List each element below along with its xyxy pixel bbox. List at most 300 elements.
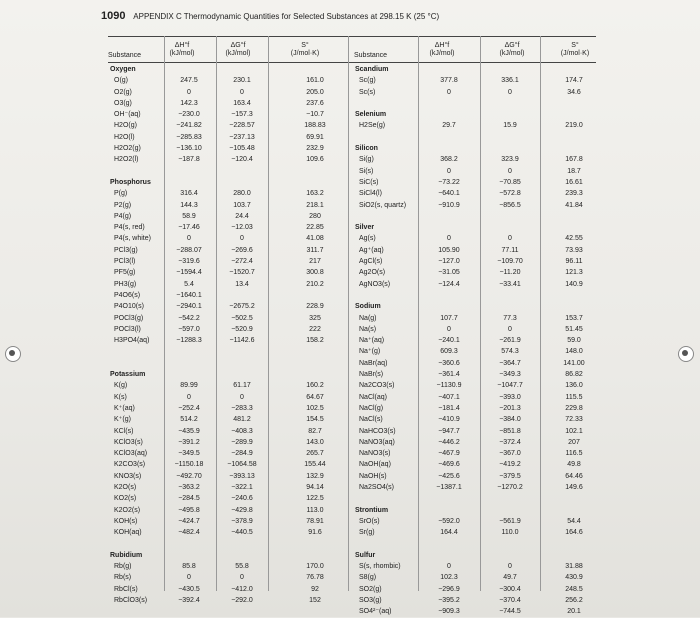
dh-cell: 377.8 bbox=[440, 77, 458, 85]
dh-cell: −482.4 bbox=[178, 529, 200, 537]
dg-cell bbox=[482, 132, 538, 143]
dh-cell: 0 bbox=[447, 88, 451, 96]
s-cell: 430.9 bbox=[565, 574, 583, 582]
left-dg-column bbox=[216, 64, 268, 606]
substance-cell: Sc(s) bbox=[359, 88, 376, 96]
s-cell: 143.0 bbox=[306, 438, 324, 446]
dh-cell: −288.07 bbox=[176, 246, 202, 254]
dh-cell: −640.1 bbox=[438, 190, 460, 198]
dh-cell: −1150.18 bbox=[174, 461, 204, 469]
s-cell: 228.9 bbox=[306, 303, 324, 311]
dg-cell: −378.9 bbox=[231, 517, 253, 525]
dg-cell bbox=[482, 301, 538, 312]
substance-cell: KOH(aq) bbox=[114, 529, 142, 537]
s-cell: 76.78 bbox=[306, 574, 324, 582]
substance-cell bbox=[355, 290, 406, 301]
dh-cell: −947.7 bbox=[438, 427, 460, 435]
dg-cell bbox=[482, 143, 538, 154]
dg-cell: 0 bbox=[240, 88, 244, 96]
substance-cell: KClO3(aq) bbox=[114, 450, 148, 458]
dh-cell: −73.22 bbox=[438, 178, 460, 186]
s-cell: 42.55 bbox=[565, 235, 583, 243]
dg-cell: −283.3 bbox=[231, 404, 253, 412]
dh-cell: 609.3 bbox=[440, 348, 458, 356]
substance-cell: Rb(g) bbox=[114, 563, 132, 571]
dh-cell bbox=[420, 290, 478, 301]
dg-cell: 103.7 bbox=[233, 201, 251, 209]
dg-cell: −284.9 bbox=[231, 450, 253, 458]
substance-cell: SO2(g) bbox=[359, 585, 382, 593]
dg-cell: −440.5 bbox=[231, 529, 253, 537]
substance-cell: KO2(s) bbox=[114, 495, 137, 503]
dh-cell: −1594.4 bbox=[176, 269, 202, 277]
s-cell: 164.6 bbox=[565, 529, 583, 537]
substance-cell: Rubidium bbox=[110, 551, 143, 559]
dg-cell: −561.9 bbox=[499, 517, 521, 525]
substance-cell: OH⁻(aq) bbox=[114, 111, 141, 119]
dg-cell bbox=[216, 550, 268, 561]
left-s-column bbox=[290, 64, 340, 606]
s-cell: 96.11 bbox=[565, 258, 583, 266]
dg-cell: −322.1 bbox=[231, 483, 253, 491]
s-cell: 136.0 bbox=[565, 382, 583, 390]
substance-cell: S(s, rhombic) bbox=[359, 563, 401, 571]
left-dg-header: ΔG°f (kJ/mol) bbox=[225, 42, 251, 57]
substance-cell: NaOH(aq) bbox=[359, 461, 391, 469]
dh-cell: −909.3 bbox=[438, 608, 460, 616]
dh-cell: −469.6 bbox=[438, 461, 460, 469]
dh-cell: −430.5 bbox=[178, 585, 200, 593]
s-cell bbox=[290, 166, 340, 177]
dh-cell: −392.4 bbox=[178, 596, 200, 604]
dg-cell: −261.9 bbox=[499, 337, 521, 345]
dh-cell: 0 bbox=[447, 325, 451, 333]
s-cell: 280 bbox=[309, 212, 321, 220]
s-cell: 152 bbox=[309, 596, 321, 604]
substance-cell: P(g) bbox=[114, 190, 128, 198]
s-cell: 207 bbox=[568, 438, 580, 446]
s-cell: 210.2 bbox=[306, 280, 324, 288]
substance-cell: K2CO3(s) bbox=[114, 461, 146, 469]
dh-cell: −910.9 bbox=[438, 201, 460, 209]
s-cell bbox=[552, 538, 596, 549]
dg-cell: −2675.2 bbox=[229, 303, 255, 311]
dg-cell: −419.2 bbox=[499, 461, 521, 469]
s-cell: 16.61 bbox=[565, 178, 583, 186]
dh-cell: 89.99 bbox=[180, 382, 198, 390]
substance-cell: SO4²⁻(aq) bbox=[359, 608, 392, 616]
substance-cell: RbClO3(s) bbox=[114, 596, 148, 604]
s-cell: −10.7 bbox=[306, 111, 324, 119]
substance-cell: P4O10(s) bbox=[114, 303, 144, 311]
dh-cell: −285.83 bbox=[176, 133, 202, 141]
substance-cell: Sc(g) bbox=[359, 77, 376, 85]
substance-cell: RbCl(s) bbox=[114, 585, 138, 593]
substance-cell: NaCl(aq) bbox=[359, 393, 388, 401]
substance-cell: NaBr(aq) bbox=[359, 359, 388, 367]
dg-cell bbox=[216, 538, 268, 549]
dh-cell bbox=[420, 98, 478, 109]
s-cell bbox=[290, 290, 340, 301]
dh-cell bbox=[420, 143, 478, 154]
s-cell: 73.93 bbox=[565, 246, 583, 254]
s-cell: 148.0 bbox=[565, 348, 583, 356]
substance-cell: Phosphorus bbox=[110, 178, 151, 186]
s-cell: 161.0 bbox=[306, 77, 324, 85]
dh-cell: 5.4 bbox=[184, 280, 194, 288]
substance-cell: AgNO3(s) bbox=[359, 280, 391, 288]
s-cell bbox=[290, 369, 340, 380]
dh-cell: 0 bbox=[447, 167, 451, 175]
substance-cell: P4(g) bbox=[114, 212, 132, 220]
right-dh-header: ΔH°f (kJ/mol) bbox=[429, 42, 455, 57]
substance-cell bbox=[355, 98, 406, 109]
substance-cell: PF5(g) bbox=[114, 269, 136, 277]
dh-cell bbox=[420, 64, 478, 75]
dg-cell: −384.0 bbox=[499, 416, 521, 424]
substance-cell: Ag(s) bbox=[359, 235, 376, 243]
dg-cell bbox=[482, 211, 538, 222]
dh-cell: −136.10 bbox=[176, 145, 202, 153]
substance-cell: K2O2(s) bbox=[114, 506, 141, 514]
page-header bbox=[101, 10, 439, 22]
substance-cell bbox=[355, 493, 406, 504]
left-s-header: S° (J/mol·K) bbox=[290, 42, 320, 57]
s-cell: 64.67 bbox=[306, 393, 324, 401]
s-cell: 54.4 bbox=[567, 517, 581, 525]
dg-cell: −367.0 bbox=[499, 450, 521, 458]
dg-cell bbox=[216, 64, 268, 75]
dh-cell: 0 bbox=[187, 393, 191, 401]
substance-cell: Silicon bbox=[355, 145, 378, 153]
s-cell: 22.85 bbox=[306, 224, 324, 232]
dg-cell: 24.4 bbox=[235, 212, 249, 220]
dh-cell: −597.0 bbox=[178, 325, 200, 333]
s-cell: 155.44 bbox=[304, 461, 326, 469]
column-separator bbox=[418, 36, 419, 591]
substance-cell: POCl3(l) bbox=[114, 325, 141, 333]
substance-cell: H2O2(g) bbox=[114, 145, 141, 153]
dg-cell: 55.8 bbox=[235, 563, 249, 571]
substance-cell: P4(s, white) bbox=[114, 235, 151, 243]
substance-cell: Si(g) bbox=[359, 156, 374, 164]
substance-cell: H3PO4(aq) bbox=[114, 337, 150, 345]
substance-cell: Sr(g) bbox=[359, 529, 375, 537]
dh-cell bbox=[420, 550, 478, 561]
s-cell bbox=[552, 301, 596, 312]
substance-cell bbox=[355, 538, 406, 549]
next-page-button[interactable] bbox=[678, 346, 694, 362]
s-cell bbox=[552, 132, 596, 143]
s-cell bbox=[552, 109, 596, 120]
s-cell: 121.3 bbox=[565, 269, 583, 277]
dh-cell: −124.4 bbox=[438, 280, 460, 288]
right-substance-column bbox=[355, 64, 406, 618]
s-cell: 41.08 bbox=[306, 235, 324, 243]
dg-cell bbox=[482, 550, 538, 561]
substance-cell: Ag2O(s) bbox=[359, 269, 386, 277]
dg-cell: 0 bbox=[508, 235, 512, 243]
dg-cell: 163.4 bbox=[233, 99, 251, 107]
dg-cell bbox=[216, 166, 268, 177]
s-cell: 49.8 bbox=[567, 461, 581, 469]
dg-cell: −1064.58 bbox=[227, 461, 257, 469]
dh-cell: −1387.1 bbox=[436, 483, 462, 491]
dh-cell: −446.2 bbox=[438, 438, 460, 446]
s-cell: 51.45 bbox=[565, 325, 583, 333]
substance-cell: KCl(s) bbox=[114, 427, 134, 435]
dg-cell: −364.7 bbox=[499, 359, 521, 367]
dg-cell: −272.4 bbox=[231, 258, 253, 266]
s-cell bbox=[552, 505, 596, 516]
dg-cell: 336.1 bbox=[501, 77, 519, 85]
right-dh-column bbox=[420, 64, 478, 618]
dh-cell: 58.9 bbox=[182, 212, 196, 220]
page-number: 1090 bbox=[101, 10, 126, 22]
dh-cell: −187.8 bbox=[178, 156, 200, 164]
dh-cell: −17.46 bbox=[178, 224, 200, 232]
dg-cell bbox=[216, 290, 268, 301]
s-cell: 217 bbox=[309, 258, 321, 266]
dg-cell: −109.70 bbox=[497, 258, 523, 266]
dh-cell: 316.4 bbox=[180, 190, 198, 198]
dh-cell: −495.8 bbox=[178, 506, 200, 514]
s-cell: 20.1 bbox=[567, 608, 581, 616]
substance-cell: H2O(l) bbox=[114, 133, 135, 141]
column-separator bbox=[480, 36, 481, 591]
dh-cell: 0 bbox=[187, 88, 191, 96]
s-cell: 94.14 bbox=[306, 483, 324, 491]
s-cell bbox=[290, 538, 340, 549]
s-cell: 34.6 bbox=[567, 88, 581, 96]
substance-cell: P4O6(s) bbox=[114, 291, 141, 299]
substance-cell bbox=[110, 538, 151, 549]
substance-cell bbox=[355, 132, 406, 143]
substance-cell: KOH(s) bbox=[114, 517, 138, 525]
substance-cell: SO3(g) bbox=[359, 596, 382, 604]
substance-cell: Na⁺(aq) bbox=[359, 337, 385, 345]
dh-cell bbox=[420, 301, 478, 312]
s-cell: 82.7 bbox=[308, 427, 322, 435]
column-separator bbox=[348, 36, 349, 591]
dh-cell: 102.3 bbox=[440, 574, 458, 582]
s-cell: 205.0 bbox=[306, 88, 324, 96]
dh-cell: −363.2 bbox=[178, 483, 200, 491]
dh-cell bbox=[164, 177, 214, 188]
s-cell: 160.2 bbox=[306, 382, 324, 390]
dg-cell bbox=[482, 109, 538, 120]
left-substance-column bbox=[110, 64, 151, 606]
s-cell: 265.7 bbox=[306, 450, 324, 458]
substance-cell: S8(g) bbox=[359, 574, 377, 582]
dg-cell: −429.8 bbox=[231, 506, 253, 514]
dh-cell bbox=[164, 358, 214, 369]
dg-cell: −120.4 bbox=[231, 156, 253, 164]
dg-cell: 0 bbox=[508, 563, 512, 571]
s-cell bbox=[552, 98, 596, 109]
s-cell bbox=[552, 550, 596, 561]
substance-cell: K⁺(g) bbox=[114, 416, 131, 424]
dh-cell: −424.7 bbox=[178, 517, 200, 525]
substance-cell: Si(s) bbox=[359, 167, 374, 175]
s-cell: 256.2 bbox=[565, 596, 583, 604]
substance-cell: Scandium bbox=[355, 66, 389, 73]
substance-cell: PCl3(l) bbox=[114, 258, 136, 266]
substance-cell: NaCl(s) bbox=[359, 416, 383, 424]
dg-cell: 323.9 bbox=[501, 156, 519, 164]
dg-cell: −744.5 bbox=[499, 608, 521, 616]
dh-cell: −2940.1 bbox=[176, 303, 202, 311]
substance-cell: NaCl(g) bbox=[359, 404, 384, 412]
dg-cell: 49.7 bbox=[503, 574, 517, 582]
substance-cell: K(g) bbox=[114, 382, 128, 390]
dg-cell: 0 bbox=[240, 393, 244, 401]
s-cell: 41.84 bbox=[565, 201, 583, 209]
substance-cell: Na(s) bbox=[359, 325, 377, 333]
dg-cell: −372.4 bbox=[499, 438, 521, 446]
dg-cell bbox=[482, 290, 538, 301]
dg-cell: 13.4 bbox=[235, 280, 249, 288]
dg-cell: −33.41 bbox=[499, 280, 521, 288]
dh-cell: −181.4 bbox=[438, 404, 460, 412]
s-cell: 188.83 bbox=[304, 122, 326, 130]
substance-cell: Rb(s) bbox=[114, 574, 132, 582]
column-separator bbox=[540, 36, 541, 591]
dg-cell: 77.11 bbox=[501, 246, 519, 254]
s-cell: 140.9 bbox=[565, 280, 583, 288]
dh-cell: 514.2 bbox=[180, 416, 198, 424]
dh-cell: −391.2 bbox=[178, 438, 200, 446]
s-cell: 229.8 bbox=[565, 404, 583, 412]
dh-cell: −592.0 bbox=[438, 517, 460, 525]
dh-cell: −241.82 bbox=[176, 122, 202, 130]
substance-cell bbox=[110, 346, 151, 357]
dh-cell bbox=[164, 346, 214, 357]
dg-cell: 0 bbox=[508, 88, 512, 96]
dg-cell: −393.13 bbox=[229, 472, 255, 480]
table-top-rule bbox=[108, 36, 596, 37]
s-cell: 102.5 bbox=[306, 404, 324, 412]
dh-cell: −252.4 bbox=[178, 404, 200, 412]
substance-cell: Na2CO3(s) bbox=[359, 382, 395, 390]
s-cell: 141.00 bbox=[563, 359, 585, 367]
dh-cell bbox=[420, 538, 478, 549]
dh-cell bbox=[420, 222, 478, 233]
substance-cell: POCl3(g) bbox=[114, 314, 144, 322]
dg-cell: −502.5 bbox=[231, 314, 253, 322]
dg-cell: −851.8 bbox=[499, 427, 521, 435]
dh-cell: 164.4 bbox=[440, 529, 458, 537]
dh-cell: −467.9 bbox=[438, 450, 460, 458]
dh-cell: 142.3 bbox=[180, 99, 198, 107]
dh-cell: −407.1 bbox=[438, 393, 460, 401]
dh-cell: −1288.3 bbox=[176, 337, 202, 345]
dg-cell: −12.03 bbox=[231, 224, 253, 232]
s-cell: 86.82 bbox=[565, 371, 583, 379]
substance-cell bbox=[110, 358, 151, 369]
dh-cell: −230.0 bbox=[178, 111, 200, 119]
s-cell bbox=[290, 177, 340, 188]
dg-cell: 0 bbox=[240, 235, 244, 243]
dh-cell: 85.8 bbox=[182, 563, 196, 571]
s-cell: 158.2 bbox=[306, 337, 324, 345]
dh-cell: 0 bbox=[187, 574, 191, 582]
s-cell: 59.0 bbox=[567, 337, 581, 345]
dh-cell bbox=[164, 369, 214, 380]
dg-cell bbox=[482, 222, 538, 233]
substance-cell: K(s) bbox=[114, 393, 127, 401]
previous-page-button[interactable] bbox=[5, 346, 21, 362]
s-cell: 113.0 bbox=[306, 506, 324, 514]
substance-cell: P4(s, red) bbox=[114, 224, 145, 232]
dh-cell: −410.9 bbox=[438, 416, 460, 424]
s-cell bbox=[552, 211, 596, 222]
substance-cell: Na(g) bbox=[359, 314, 377, 322]
dh-cell: 247.5 bbox=[180, 77, 198, 85]
dh-cell: −360.6 bbox=[438, 359, 460, 367]
dg-cell bbox=[482, 538, 538, 549]
s-cell bbox=[290, 550, 340, 561]
dg-cell: −1142.6 bbox=[229, 337, 255, 345]
dg-cell bbox=[216, 346, 268, 357]
dh-cell: −1130.9 bbox=[436, 382, 462, 390]
s-cell: 92 bbox=[311, 585, 319, 593]
dh-cell: −435.9 bbox=[178, 427, 200, 435]
dg-cell: −1520.7 bbox=[229, 269, 255, 277]
left-substance-header: Substance bbox=[108, 52, 142, 59]
s-cell: 31.88 bbox=[565, 563, 583, 571]
substance-cell: K2O(s) bbox=[114, 483, 137, 491]
s-cell: 239.3 bbox=[565, 190, 583, 198]
dh-cell: −492.70 bbox=[176, 472, 202, 480]
dg-cell: 0 bbox=[508, 325, 512, 333]
s-cell: 64.46 bbox=[565, 472, 583, 480]
substance-cell bbox=[355, 211, 406, 222]
s-cell: 122.5 bbox=[306, 495, 324, 503]
substance-cell: NaBr(s) bbox=[359, 371, 384, 379]
s-cell bbox=[552, 493, 596, 504]
right-s-column bbox=[552, 64, 596, 618]
right-substance-header: Substance bbox=[354, 52, 388, 59]
substance-cell: Sulfur bbox=[355, 551, 376, 559]
s-cell bbox=[552, 222, 596, 233]
dg-cell bbox=[482, 64, 538, 75]
page-title: APPENDIX C Thermodynamic Quantities for Selected Substances at 298.15 K (25 °C) bbox=[133, 12, 440, 21]
dg-cell: 110.0 bbox=[501, 529, 519, 537]
substance-cell: NaHCO3(s) bbox=[359, 427, 396, 435]
dh-cell bbox=[164, 550, 214, 561]
dg-cell: −228.57 bbox=[229, 122, 255, 130]
substance-cell: Ag⁺(aq) bbox=[359, 246, 384, 254]
dh-cell bbox=[420, 109, 478, 120]
s-cell: 248.5 bbox=[565, 585, 583, 593]
substance-cell: Selenium bbox=[355, 111, 387, 119]
substance-cell: Potassium bbox=[110, 371, 146, 379]
s-cell: 219.0 bbox=[565, 122, 583, 130]
dg-cell: −349.3 bbox=[499, 371, 521, 379]
left-dh-header: ΔH°f (kJ/mol) bbox=[169, 42, 195, 57]
column-separator bbox=[268, 36, 269, 591]
dg-cell: 15.9 bbox=[503, 122, 517, 130]
dg-cell: −240.6 bbox=[231, 495, 253, 503]
dg-cell: −237.13 bbox=[229, 133, 255, 141]
dh-cell: −284.5 bbox=[178, 495, 200, 503]
dh-cell: 368.2 bbox=[440, 156, 458, 164]
right-s-header: S° (J/mol·K) bbox=[560, 42, 590, 57]
dg-cell: 230.1 bbox=[233, 77, 251, 85]
dg-cell: −269.6 bbox=[231, 246, 253, 254]
dg-cell: −856.5 bbox=[499, 201, 521, 209]
